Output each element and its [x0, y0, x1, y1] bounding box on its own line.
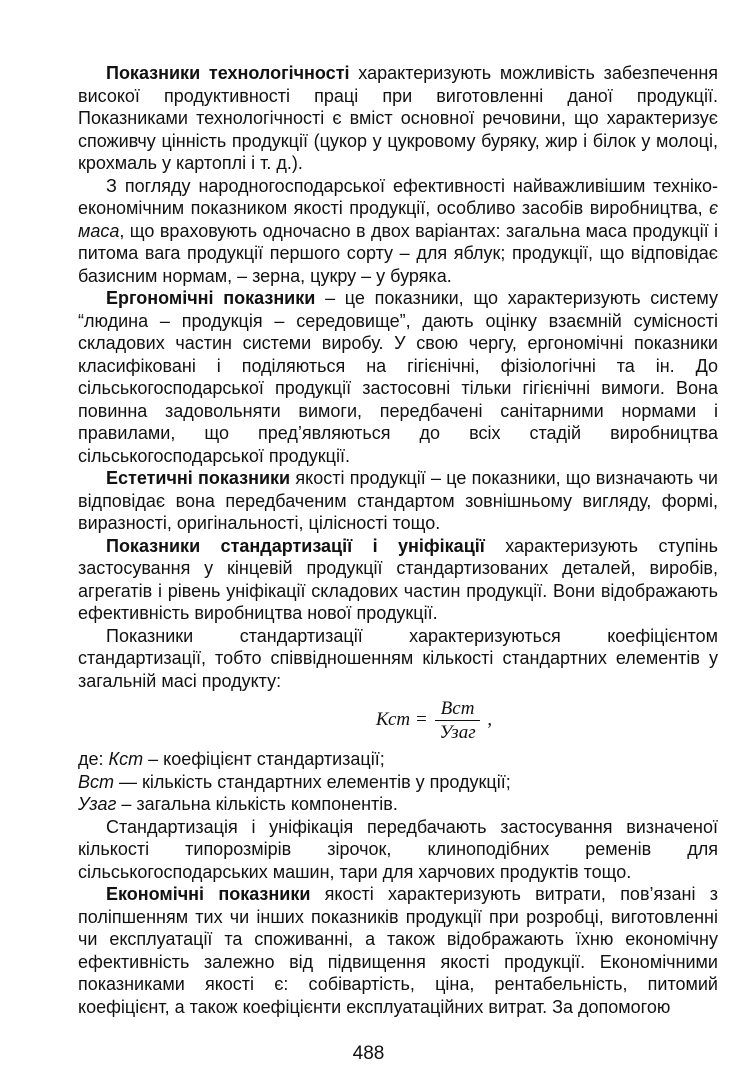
- paragraph-technological-indicators: [78, 62, 718, 175]
- paragraph-body: якості продукції – це показники, що визначають чи відповідає вона передбаченим стандартом зовнішньому вигляду, формі, виразності, оригінальності, цілісності тощо.: [78, 468, 718, 533]
- formula-denominator: Узаг: [439, 722, 476, 743]
- formula-fraction: [435, 698, 479, 743]
- page-text: [78, 62, 718, 1018]
- paragraph-body: якості характеризують витрати, пов’язані з поліпшенням тих чи інших показників продукції при розробці, виготовленні чи експлуатації та споживанні, а також відображають їхню економічну ефективність залежно від підвищення якості продукції. Економічними показниками якості є: собівартість, ціна, рентабельність, питомий коефіцієнт, а також коефіцієнти експлуатаційних витрат. За допомогою: [78, 884, 718, 1017]
- formula-lhs: Кст =: [375, 709, 428, 731]
- formula-expression: [376, 698, 492, 743]
- page-number: 488: [352, 1043, 385, 1064]
- term-technological-indicators: Показники технологічності: [106, 63, 350, 83]
- formula-comma: ,: [487, 709, 493, 731]
- term-ergonomic-indicators: Ергономічні показники: [106, 288, 316, 308]
- definition-symbol: Узаг: [78, 794, 117, 814]
- paragraph-ergonomic-indicators: [78, 287, 718, 467]
- definition-text: – загальна кількість компонентів.: [116, 794, 398, 814]
- paragraph-body: характеризують ступінь застосування у кінцевій продукції стандартизованих деталей, виробів, агрегатів і рівень уніфікації складових частин продукції. Вони відображають ефективність виробництва нової продукції.: [78, 535, 718, 623]
- definition-symbol: Кст: [108, 749, 144, 769]
- definition-line: [78, 771, 718, 794]
- definition-line: [78, 748, 718, 771]
- paragraph-body: характеризують можливість забезпечення високої продуктивності праці при виготовленні даної продукції. Показниками технологічності є вміст основної речовини, що характеризує споживчу цінність продукції (цукор у цукровому буряку, жир і білок у молоці, крохмаль у картоплі і т. д.).: [78, 63, 718, 173]
- paragraph-standardization-indicators: [78, 535, 718, 625]
- paragraph-body: – це показники, що характеризують систему “людина – продукція – середовище”, дають оцінку взаємній сумісності складових частин системи виробу. У свою чергу, ергономічні показники класифіковані і поділяються на гігієнічні, фізіологічні та ін. До сільськогосподарської продукції застосовні тільки гігієнічні вимоги. Вона повинна задовольняти вимоги, передбачені санітарними нормами і правилами, що пред’являються до всіх стадій виробництва сільськогосподарської продукції.: [78, 288, 718, 466]
- paragraph-aesthetic-indicators: [78, 467, 718, 535]
- standardization-formula: [78, 698, 718, 746]
- term-standardization-indicators: Показники стандартизації і уніфікації: [106, 535, 485, 556]
- formula-definitions: [78, 748, 718, 816]
- term-aesthetic-indicators: Естетичні показники: [106, 468, 291, 488]
- definition-text: – коефіцієнт стандартизації;: [143, 749, 385, 769]
- paragraph-economic-indicators: [78, 883, 718, 1018]
- paragraph-mass-indicator: [78, 175, 718, 288]
- paragraph-standardization-examples: [78, 816, 718, 884]
- paragraph-body: , що враховують одночасно в двох варіантах: загальна маса продукції і питома вага продукції першого сорту – для яблук; продукції, що відповідає базисним нормам, – зерна, цукру – у буряка.: [78, 220, 718, 286]
- emphasis-mass: є маса: [78, 198, 718, 241]
- definition-prefix: де:: [78, 749, 109, 769]
- paragraph-body: Показники стандартизації характеризуються коефіцієнтом стандартизації, тобто співвідношенням кількості стандартних елементів у загальній масі продукту:: [78, 625, 718, 691]
- definition-line: [78, 793, 718, 816]
- term-economic-indicators: Економічні показники: [106, 884, 311, 904]
- paragraph-standardization-coefficient: [78, 625, 718, 693]
- paragraph-body: Стандартизація і уніфікація передбачають застосування визначеної кількості типорозмірів зірочок, клиноподібних ременів для сільськогосподарських машин, тари для харчових продуктів тощо.: [78, 816, 718, 882]
- paragraph-body: З погляду народногосподарської ефективності найважливішим техніко-економічним показником якості продукції, особливо засобів виробництва,: [78, 175, 718, 218]
- definition-symbol: Вст: [78, 771, 114, 792]
- formula-numerator: Вст: [435, 698, 479, 721]
- definition-text: — кількість стандартних елементів у продукції;: [114, 771, 511, 792]
